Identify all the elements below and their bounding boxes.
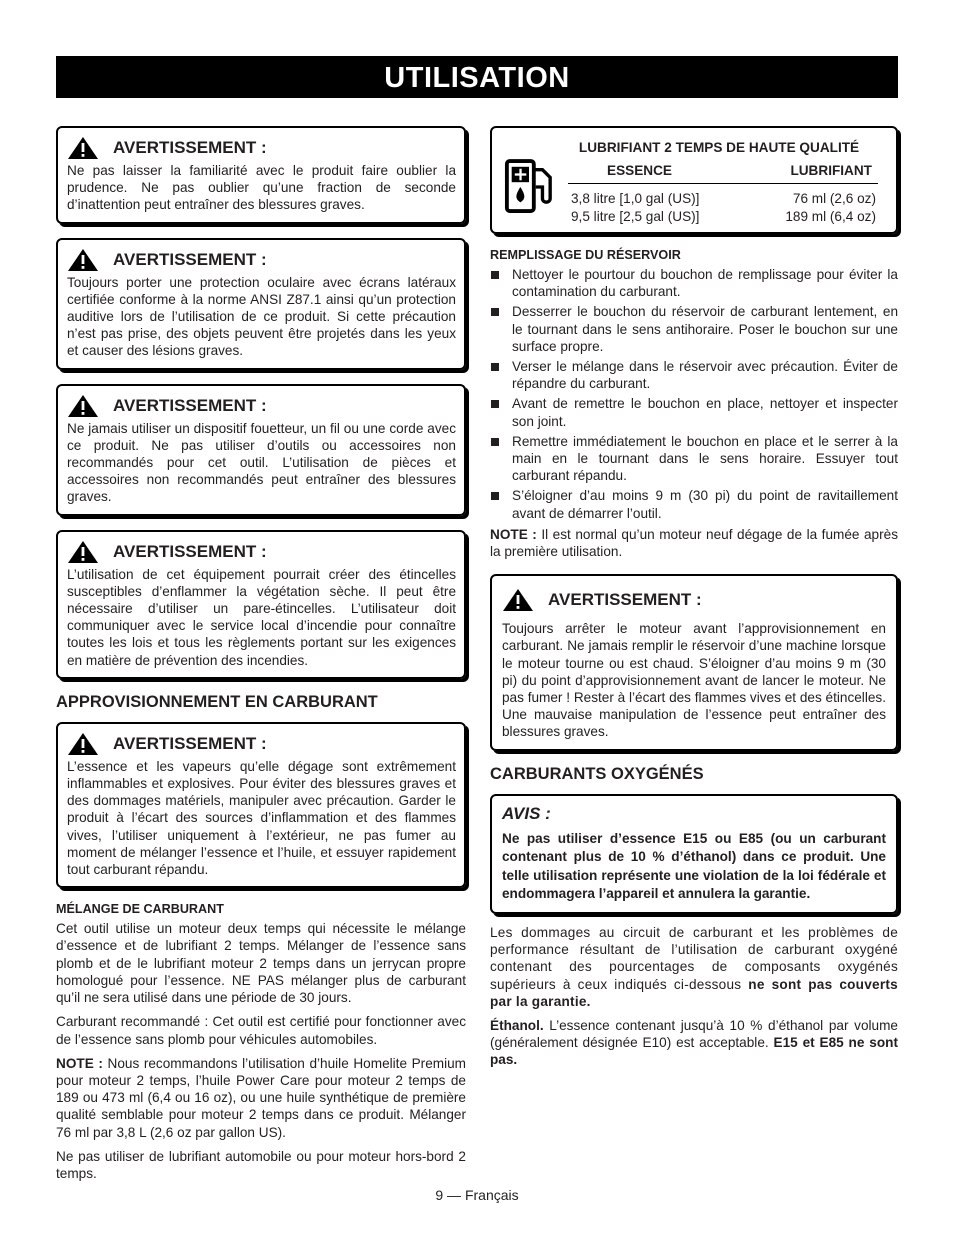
fuel-mix-table: [490, 126, 898, 234]
notice-title: AVIS :: [502, 803, 551, 823]
note-text: Nous recommandons l’utilisation d’huile Homelite Premium pour moteur 2 temps, l’huile Power Care pour moteur 2 temps de 189 ou 473 ml (6,4 ou 16 oz), ou une huile synthétique de première qualité semblable pour moteur 2 temps dans ce produit. Mélanger 76 ml par 3,8 L (2,6 oz par gallon US).: [56, 1055, 466, 1140]
fuel-table-row-2-lubrifiant: 189 ml (6,4 oz): [785, 209, 876, 224]
smoke-note: [490, 526, 898, 560]
tank-filling-list: [490, 266, 898, 522]
warning-text: Toujours arrêter le moteur avant l’approvisionnement en carburant. Ne jamais remplir le réservoir d’une machine lorsque le moteur tourne ou est chaud. S’éloigner d’au moins 9 m (30 pi) du point d’approvisionnement avant de lancer le moteur. Ne pas fumer ! Rester à l’écart des flammes vives et des étincelles. Une mauvaise manipulation de l’essence peut entraîner des blessures graves.: [502, 621, 886, 740]
warning-text: Ne pas laisser la familiarité avec le produit faire oublier la prudence. Ne pas oublier qu’une fraction de seconde d’inattention peut entraîner des blessures graves.: [67, 163, 456, 213]
fuel-table-row-1-essence: 3,8 litre [1,0 gal (US)]: [571, 191, 700, 206]
fuel-table-row-1-lubrifiant: 76 ml (2,6 oz): [792, 191, 876, 206]
fuel-pump-icon: [504, 158, 554, 216]
note-text: Il est normal qu’un moteur neuf dégage de la fumée après la première utilisation.: [490, 526, 898, 560]
mixing-heading: MÉLANGE DE CARBURANT: [56, 902, 224, 917]
warning-text: L’essence et les vapeurs qu’elle dégage sont extrêmement inflammables et explosives. Pour éviter des blessures graves et des dommages matériels, manipuler avec précaution. Garder le produit à l’écart des sources d’inflammation et des flammes vives, l’utiliser uniquement à l’extérieur, ne pas fumer au moment de mélanger l’essence et l’huile, et essuyer rapidement tout carburant répandu.: [67, 758, 456, 878]
right-column: [490, 126, 898, 1076]
tank-filling-heading: REMPLISSAGE DU RÉSERVOIR: [490, 248, 681, 262]
warning-title: AVERTISSEMENT :: [548, 590, 702, 610]
warning-title: AVERTISSEMENT :: [113, 249, 267, 269]
list-item: Verser le mélange dans le réservoir avec précaution. Éviter de répandre du carburant.: [490, 358, 898, 392]
list-item: Remettre immédiatement le bouchon en place et le serrer à la main en le tournant dans le sens horaire. Essuyer tout carburant répandu.: [490, 433, 898, 485]
square-bullet-icon: [491, 492, 499, 500]
warning-triangle-icon: [67, 732, 99, 756]
warning-box-sparks: [56, 530, 466, 679]
list-item: S’éloigner d’au moins 9 m (30 pi) du point de ravitaillement avant de démarrer l’outil.: [490, 487, 898, 521]
oxygenated-paragraph: Les dommages au circuit de carburant et les problèmes de performance résultant de l’utilisation de carburant oxygéné contenant des pourcentages de composants oxygénés supérieurs à ceux indiqués ci-dessous ne sont pas couverts par la garantie.: [490, 925, 898, 1009]
warning-box-familiarity: [56, 126, 466, 224]
section-title-oxygenated: CARBURANTS OXYGÉNÉS: [490, 764, 704, 783]
warning-box-refueling: [490, 574, 898, 750]
page-title: UTILISATION: [56, 56, 898, 98]
warning-text: L’utilisation de cet équipement pourrait créer des étincelles susceptibles d’enflammer la végétation sèche. Il peut être nécessaire d’utiliser un pare-étincelles. L’utilisateur doit communiquer avec le service local d’incendie pour connaître toutes les lois et tous les règlements portant sur les exigences en matière de prévention des incendies.: [67, 566, 456, 668]
warning-triangle-icon: [67, 248, 99, 272]
oil-note-paragraph: [56, 1055, 466, 1141]
warning-text: Ne jamais utiliser un dispositif fouetteur, un fil ou une corde avec ce produit. Ne pas utiliser d’outils ou accessoires non recommandés pour cet outil. L’utilisation de pièces et accessoires non recommandés peut entraîner des blessures graves.: [67, 420, 456, 505]
notice-text: Ne pas utiliser d’essence E15 ou E85 (ou un carburant contenant plus de 10 % d’éthanol) dans ce produit. Une telle utilisation représente une violation de la loi fédérale et endommagera l’appareil et annulera la garantie.: [502, 830, 886, 902]
warning-triangle-icon: [67, 394, 99, 418]
fuel-table-col-essence: ESSENCE: [607, 163, 672, 178]
list-item: Nettoyer le pourtour du bouchon de remplissage pour éviter la contamination du carburant.: [490, 266, 898, 300]
warning-box-accessories: [56, 384, 466, 516]
square-bullet-icon: [491, 438, 499, 446]
ethanol-paragraph: Éthanol. L’essence contenant jusqu’à 10 % d’éthanol par volume (généralement désignée E10) est acceptable. E15 et E85 ne sont pas.: [490, 1018, 898, 1068]
notice-box: [490, 794, 898, 914]
warning-triangle-icon: [502, 588, 534, 612]
warning-title: AVERTISSEMENT :: [113, 395, 267, 415]
left-column: [56, 126, 466, 1189]
fuel-table-title: LUBRIFIANT 2 TEMPS DE HAUTE QUALITÉ: [578, 140, 860, 155]
square-bullet-icon: [491, 400, 499, 408]
note-label: NOTE :: [56, 1055, 103, 1071]
list-item: Desserrer le bouchon du réservoir de carburant lentement, en le tournant dans le sens antihoraire. Poser le bouchon sur une surface propre.: [490, 303, 898, 355]
square-bullet-icon: [491, 271, 499, 279]
fuel-table-col-lubrifiant: LUBRIFIANT: [790, 163, 872, 178]
warning-box-eye-protection: [56, 238, 466, 370]
fuel-table-row-2-essence: 9,5 litre [2,5 gal (US)]: [571, 209, 700, 224]
recommended-fuel-paragraph: Carburant recommandé : Cet outil est certifié pour fonctionner avec de l’essence sans plomb pour véhicules automobiles.: [56, 1014, 466, 1047]
page-footer: 9 — Français: [435, 1187, 519, 1203]
warning-title: AVERTISSEMENT :: [113, 541, 267, 561]
square-bullet-icon: [491, 308, 499, 316]
automotive-oil-paragraph: Ne pas utiliser de lubrifiant automobile ou pour moteur hors-bord 2 temps.: [56, 1148, 466, 1181]
warning-title: AVERTISSEMENT :: [113, 733, 267, 753]
warning-title: AVERTISSEMENT :: [113, 138, 267, 157]
ethanol-label: Éthanol.: [490, 1018, 544, 1034]
note-label: NOTE :: [490, 526, 537, 542]
warning-triangle-icon: [67, 540, 99, 564]
section-title-fueling: APPROVISIONNEMENT EN CARBURANT: [56, 692, 378, 711]
warning-triangle-icon: [67, 136, 99, 160]
square-bullet-icon: [491, 363, 499, 371]
fuel-table-divider: [568, 183, 878, 184]
warning-box-gasoline: [56, 722, 466, 888]
mixing-paragraph: Cet outil utilise un moteur deux temps qui nécessite le mélange d’essence et de lubrifiant 2 temps. Mélanger de l’essence sans plomb et de le lubrifiant moteur 2 temps dans un jerrycan propre homologué pour l’essence. NE PAS mélanger plus de carburant qu’il ne sera utilisé dans une période de 30 jours.: [56, 921, 466, 1006]
list-item: Avant de remettre le bouchon en place, nettoyer et inspecter son joint.: [490, 395, 898, 429]
warning-text: Toujours porter une protection oculaire avec écrans latéraux certifiée conforme à la norme ANSI Z87.1 ainsi qu’un protection auditive lors de l’utilisation de ce produit. Si cette précaution n’est pas prise, des objets peuvent être projetés dans les yeux et causer des lésions graves.: [67, 274, 456, 359]
